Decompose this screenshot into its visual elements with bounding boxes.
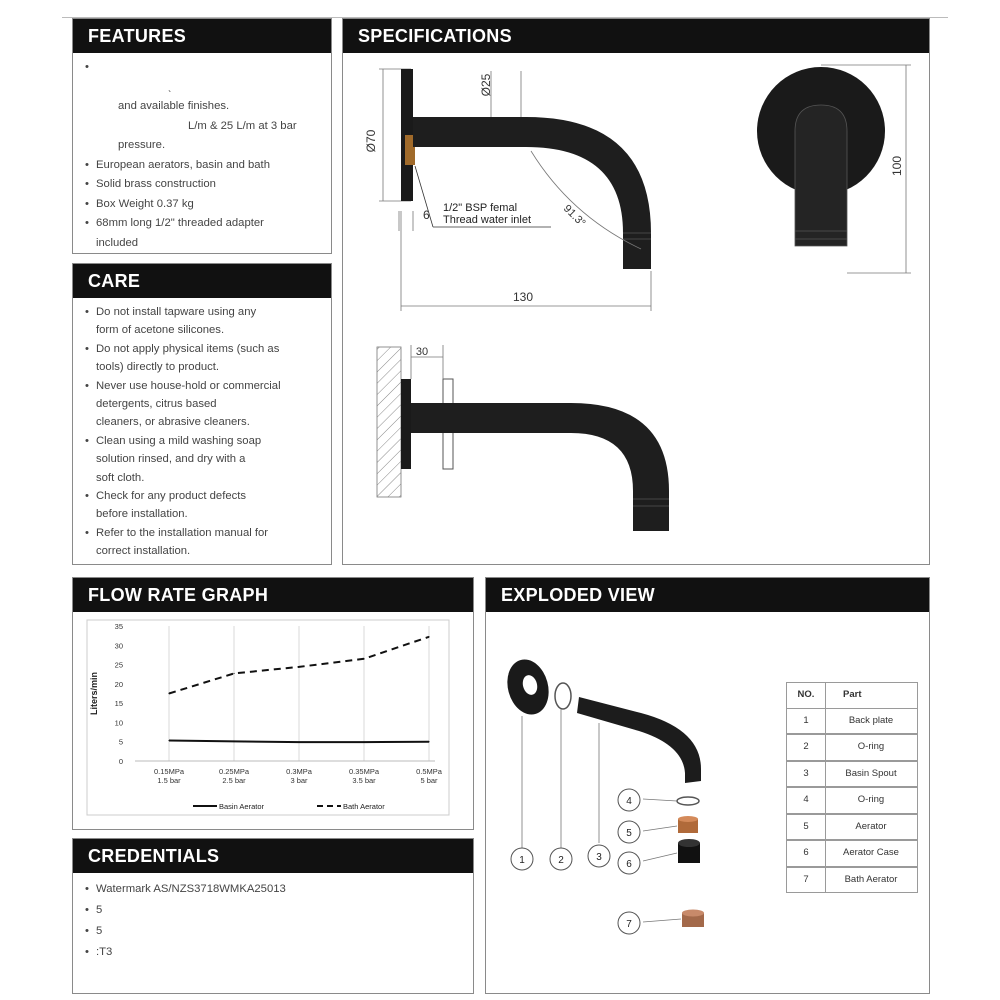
part-name: Basin Spout <box>845 767 897 779</box>
table-row <box>786 840 918 867</box>
data-point <box>428 741 429 742</box>
callout-number: 2 <box>558 855 564 866</box>
care-text: before installation. <box>96 508 188 521</box>
feature-text: European aerators, basin and bath <box>96 158 270 171</box>
y-axis-label: Liters/min <box>89 671 99 716</box>
credentials-panel <box>72 838 474 994</box>
table-row <box>786 787 918 814</box>
data-point <box>233 673 234 674</box>
care-text: soft cloth. <box>96 471 145 484</box>
bullet-icon: • <box>85 883 89 895</box>
credential-text: Watermark AS/NZS3718WMKA25013 <box>96 883 286 895</box>
data-point <box>298 666 299 667</box>
specifications-header: SPECIFICATIONS <box>343 19 929 53</box>
table-header-part: Part <box>843 689 862 700</box>
flow-panel <box>72 577 474 830</box>
part-name: Bath Aerator <box>844 873 898 885</box>
care-text: Refer to the installation manual for <box>96 526 269 539</box>
care-text: Never use house-hold or commercial <box>96 379 281 392</box>
care-text: detergents, citrus based <box>96 398 217 410</box>
table-header-no: NO. <box>787 683 826 708</box>
table-row <box>786 814 918 841</box>
x-tick-label-bar: 3.5 bar <box>352 776 376 785</box>
x-tick-label-bar: 2.5 bar <box>222 776 246 785</box>
y-tick-label: 5 <box>118 737 123 747</box>
data-point <box>363 658 364 659</box>
care-panel <box>72 263 332 565</box>
callout-number: 5 <box>626 828 632 839</box>
care-header: CARE <box>73 264 331 298</box>
bullet-icon: • <box>85 217 89 229</box>
data-point <box>168 693 169 694</box>
data-point <box>168 740 169 741</box>
care-text: correct installation. <box>96 545 191 558</box>
care-text: Clean using a mild washing soap <box>96 434 262 447</box>
bullet-icon: • <box>85 158 89 171</box>
bullet-icon: • <box>85 178 89 190</box>
x-tick-label: 0.3MPa <box>286 767 312 776</box>
part-number: 4 <box>787 788 826 813</box>
data-point <box>233 741 234 742</box>
dim-diameter-70: Ø70 <box>364 129 378 153</box>
part-number: 3 <box>787 762 826 787</box>
table-header <box>786 682 918 709</box>
feature-text: and available finishes. <box>118 100 230 112</box>
feature-text: ˎ <box>168 80 172 93</box>
thread-label-2: Thread water inlet <box>443 214 532 226</box>
bullet-icon: • <box>85 306 89 318</box>
feature-text: Solid brass construction <box>96 178 216 190</box>
y-tick-label: 35 <box>114 622 123 631</box>
feature-text: Box Weight 0.37 kg <box>96 197 194 210</box>
legend-label: Bath Aerator <box>343 802 385 811</box>
credential-text: 5 <box>96 904 103 916</box>
care-text: Do not apply physical items (such as <box>96 342 280 355</box>
table-row <box>786 867 918 894</box>
x-tick-label-bar: 5 bar <box>420 776 438 785</box>
part-name: O-ring <box>857 794 885 805</box>
exploded-panel <box>485 577 930 994</box>
features-panel <box>72 18 332 254</box>
care-text: Do not install tapware using any <box>96 306 257 318</box>
feature-text: L/m & 25 L/m at 3 bar <box>188 119 297 132</box>
bullet-icon: • <box>85 342 89 355</box>
dim-height-100: 100 <box>890 155 904 177</box>
x-tick-label-bar: 1.5 bar <box>157 776 181 785</box>
part-number: 5 <box>787 815 826 840</box>
x-tick-label: 0.15MPa <box>153 767 185 776</box>
feature-text: included <box>96 236 139 249</box>
care-text: cleaners, or abrasive cleaners. <box>96 416 250 429</box>
bullet-icon: • <box>85 379 89 392</box>
part-number: 6 <box>787 841 826 866</box>
part-name: Back plate <box>848 714 894 726</box>
dim-six: 6 <box>423 208 430 222</box>
feature-text: pressure. <box>118 139 166 151</box>
flow-header: FLOW RATE GRAPH <box>73 578 473 612</box>
dim-length-130: 130 <box>512 290 534 304</box>
bullet-icon: • <box>85 946 89 958</box>
bullet-icon: • <box>85 434 89 447</box>
bullet-icon: • <box>85 904 89 916</box>
care-text: form of acetone silicones. <box>96 324 225 337</box>
data-point <box>298 742 299 743</box>
care-text: Check for any product defects <box>96 490 247 502</box>
callout-number: 3 <box>596 852 602 863</box>
bullet-icon: • <box>85 61 89 73</box>
specifications-panel <box>342 18 930 565</box>
dim-gap-30: 30 <box>415 346 429 358</box>
callout-number: 6 <box>626 859 632 870</box>
part-name: Aerator Case <box>843 847 899 858</box>
part-name: Aerator <box>855 820 887 832</box>
part-number: 2 <box>787 735 826 760</box>
part-number: 7 <box>787 868 826 893</box>
bullet-icon: • <box>85 526 89 539</box>
credential-text: :T3 <box>96 946 113 958</box>
bullet-icon: • <box>85 925 89 937</box>
dim-angle: 91.3° <box>560 202 588 230</box>
legend-label: Basin Aerator <box>219 802 265 811</box>
y-tick-label: 30 <box>114 641 123 651</box>
data-point <box>428 636 429 637</box>
credentials-header: CREDENTIALS <box>73 839 473 873</box>
y-tick-label: 10 <box>114 718 123 728</box>
features-header: FEATURES <box>73 19 331 53</box>
dim-diameter-25: Ø25 <box>479 73 493 97</box>
table-row <box>786 708 918 735</box>
care-text: tools) directly to product. <box>96 361 220 374</box>
callout-number: 4 <box>626 796 632 807</box>
bullet-icon: • <box>85 490 89 502</box>
table-row <box>786 761 918 788</box>
y-tick-label: 0 <box>118 757 123 766</box>
callout-number: 1 <box>519 855 525 866</box>
data-point <box>363 742 364 743</box>
care-text: solution rinsed, and dry with a <box>96 453 246 466</box>
x-tick-label: 0.5MPa <box>416 767 442 776</box>
y-tick-label: 15 <box>114 699 123 709</box>
part-name: O-ring <box>857 741 885 752</box>
spout-side-drawing <box>343 19 931 566</box>
credential-text: 5 <box>96 925 103 937</box>
callout-number: 7 <box>626 919 632 930</box>
thread-label-1: 1/2" BSP femal <box>443 202 518 214</box>
x-tick-label: 0.25MPa <box>218 767 250 776</box>
x-tick-label: 0.35MPa <box>348 767 380 776</box>
table-row <box>786 734 918 761</box>
y-tick-label: 25 <box>114 660 123 670</box>
flow-rate-chart <box>83 618 455 823</box>
x-tick-label-bar: 3 bar <box>290 776 308 785</box>
bullet-icon: • <box>85 197 89 210</box>
part-number: 1 <box>787 709 826 734</box>
y-tick-label: 20 <box>114 679 123 689</box>
feature-text: 68mm long 1/2" threaded adapter <box>96 217 264 229</box>
exploded-header: EXPLODED VIEW <box>486 578 929 612</box>
